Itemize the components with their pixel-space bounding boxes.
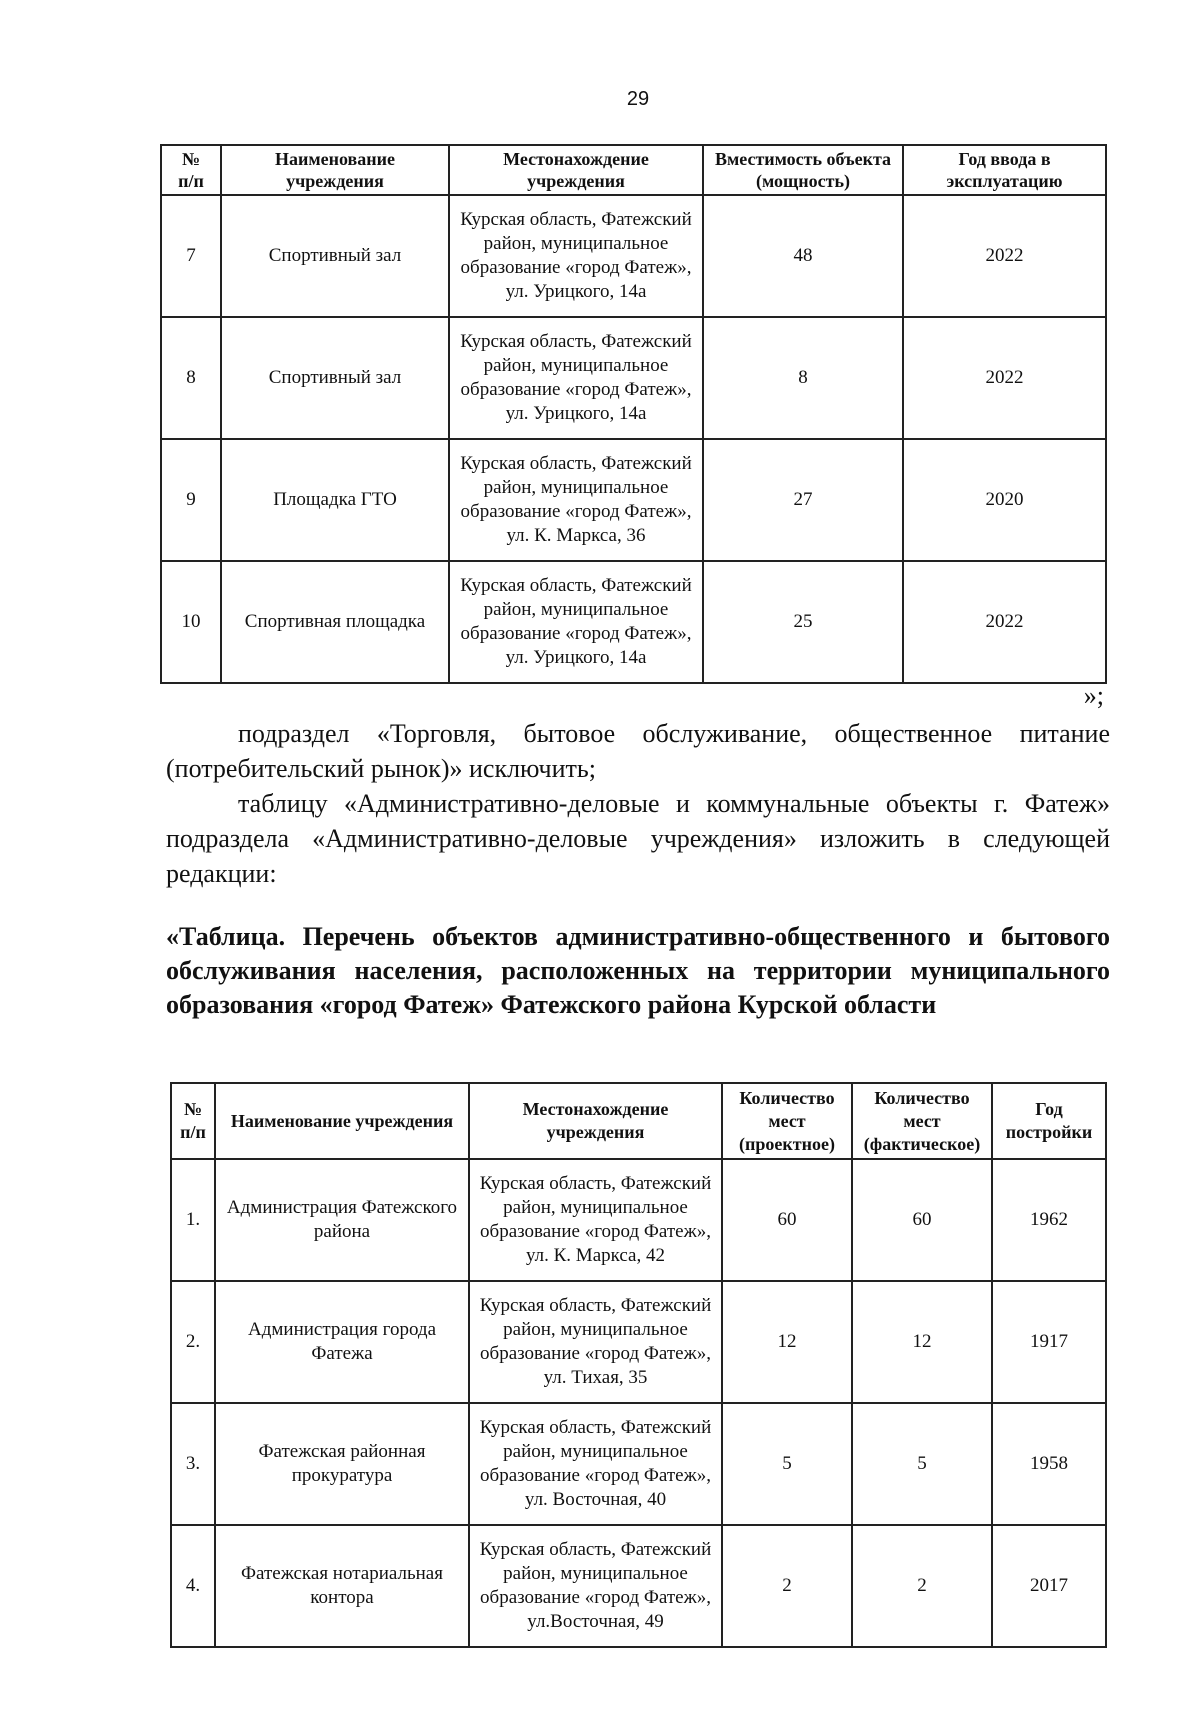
table-header-row [161, 145, 1106, 195]
table-row [161, 195, 1106, 317]
administrative-facilities-table [170, 1082, 1107, 1648]
table-row [161, 439, 1106, 561]
cell-year: 2022 [903, 561, 1106, 683]
cell-name: Площадка ГТО [221, 439, 449, 561]
paragraph-text: подраздел «Торговля, бытовое обслуживание, общественное питание (потребительский рынок)» исключить; [166, 719, 1110, 783]
cell-actual-capacity: 5 [852, 1403, 992, 1525]
cell-address: Курская область, Фатежский район, муниципальное образование «город Фатеж», ул.Восточная, 49 [469, 1525, 722, 1647]
table-header-row [171, 1083, 1106, 1159]
cell-build-year: 1917 [992, 1281, 1106, 1403]
cell-design-capacity: 5 [722, 1403, 852, 1525]
cell-design-capacity: 12 [722, 1281, 852, 1403]
cell-address: Курская область, Фатежский район, муниципальное образование «город Фатеж», ул. Тихая, 35 [469, 1281, 722, 1403]
cell-design-capacity: 2 [722, 1525, 852, 1647]
column-header-capacity: Вместимость объекта (мощность) [703, 145, 903, 195]
column-header-location: Местонахождение учреждения [469, 1083, 722, 1159]
cell-name: Фатежская районная прокуратура [215, 1403, 469, 1525]
column-header-number: № п/п [161, 145, 221, 195]
column-header-name: Наименование учреждения [215, 1083, 469, 1159]
table-row [161, 317, 1106, 439]
cell-name: Фатежская нотариальная контора [215, 1525, 469, 1647]
table-row [171, 1525, 1106, 1647]
column-header-design-capacity: Количество мест (проектное) [722, 1083, 852, 1159]
cell-address: Курская область, Фатежский район, муниципальное образование «город Фатеж», ул. Восточная, 40 [469, 1403, 722, 1525]
cell-address: Курская область, Фатежский район, муниципальное образование «город Фатеж», ул. Урицкого, 14а [449, 195, 703, 317]
cell-build-year: 1962 [992, 1159, 1106, 1281]
page-number: 29 [626, 88, 650, 110]
cell-address: Курская область, Фатежский район, муниципальное образование «город Фатеж», ул. Урицкого, 14а [449, 317, 703, 439]
cell-name: Администрация города Фатежа [215, 1281, 469, 1403]
cell-name: Спортивная площадка [221, 561, 449, 683]
cell-address: Курская область, Фатежский район, муниципальное образование «город Фатеж», ул. Урицкого, 14а [449, 561, 703, 683]
cell-capacity: 48 [703, 195, 903, 317]
cell-actual-capacity: 2 [852, 1525, 992, 1647]
paragraph-text: таблицу «Административно-деловые и коммунальные объекты г. Фатеж» подраздела «Административно-деловые учреждения» изложить в следующей редакции: [166, 789, 1110, 888]
cell-name: Администрация Фатежского района [215, 1159, 469, 1281]
table-row [161, 561, 1106, 683]
cell-number: 7 [161, 195, 221, 317]
column-header-actual-capacity: Количество мест (фактическое) [852, 1083, 992, 1159]
closing-quote-mark: »; [1083, 681, 1104, 710]
column-header-location: Местонахождение учреждения [449, 145, 703, 195]
cell-number: 3. [171, 1403, 215, 1525]
paragraph-exclude-subsection [166, 716, 1110, 786]
cell-number: 4. [171, 1525, 215, 1647]
cell-year: 2022 [903, 317, 1106, 439]
paragraph-table-replacement [166, 786, 1110, 891]
cell-name: Спортивный зал [221, 317, 449, 439]
sports-facilities-table [160, 144, 1107, 684]
cell-address: Курская область, Фатежский район, муниципальное образование «город Фатеж», ул. К. Маркса, 36 [449, 439, 703, 561]
cell-capacity: 25 [703, 561, 903, 683]
cell-build-year: 2017 [992, 1525, 1106, 1647]
column-header-name: Наименование учреждения [221, 145, 449, 195]
cell-actual-capacity: 60 [852, 1159, 992, 1281]
cell-capacity: 8 [703, 317, 903, 439]
table-row [171, 1159, 1106, 1281]
cell-number: 9 [161, 439, 221, 561]
cell-capacity: 27 [703, 439, 903, 561]
cell-year: 2022 [903, 195, 1106, 317]
cell-build-year: 1958 [992, 1403, 1106, 1525]
cell-design-capacity: 60 [722, 1159, 852, 1281]
column-header-number: № п/п [171, 1083, 215, 1159]
column-header-build-year: Год постройки [992, 1083, 1106, 1159]
cell-year: 2020 [903, 439, 1106, 561]
cell-name: Спортивный зал [221, 195, 449, 317]
table-row [171, 1403, 1106, 1525]
cell-number: 10 [161, 561, 221, 683]
cell-number: 2. [171, 1281, 215, 1403]
table-row [171, 1281, 1106, 1403]
table-title: «Таблица. Перечень объектов административно-общественного и бытового обслуживания населения, расположенных на территории муниципального образования «город Фатеж» Фатежского района Курской области [166, 922, 1110, 1019]
column-header-year: Год ввода в эксплуатацию [903, 145, 1106, 195]
cell-address: Курская область, Фатежский район, муниципальное образование «город Фатеж», ул. К. Маркса, 42 [469, 1159, 722, 1281]
cell-number: 1. [171, 1159, 215, 1281]
cell-actual-capacity: 12 [852, 1281, 992, 1403]
cell-number: 8 [161, 317, 221, 439]
